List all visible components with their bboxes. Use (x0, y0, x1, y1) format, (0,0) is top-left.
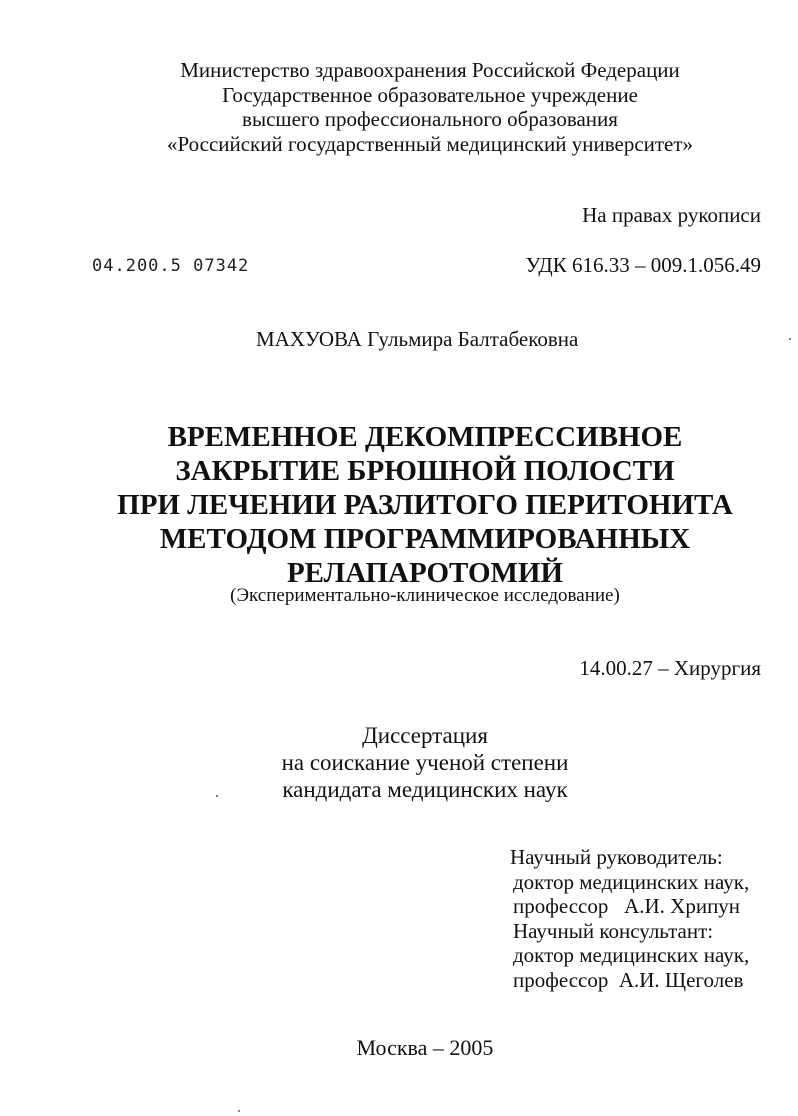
scan-speck (216, 795, 218, 797)
education-level-line: высшего профессионального образования (242, 107, 618, 131)
city-year: Москва – 2005 (356, 1035, 494, 1060)
library-stamp-number: 04.200.5 07342 (92, 256, 250, 276)
rights-note: На правах рукописи (582, 203, 761, 227)
university-name-line: «Российский государственный медицинский университет» (166, 131, 694, 156)
title-line: ЗАКРЫТИЕ БРЮШНОЙ ПОЛОСТИ (175, 455, 675, 487)
consultant-label: Научный консультант: (513, 918, 714, 943)
title-line: ВРЕМЕННОЕ ДЕКОМПРЕССИВНОЕ (167, 421, 683, 453)
title-line: МЕТОДОМ ПРОГРАММИРОВАННЫХ (159, 523, 691, 555)
study-type-subtitle: (Экспериментально-клиническое исследование) (230, 585, 620, 606)
author-name: МАХУОВА Гульмира Балтабековна (256, 327, 579, 351)
institution-type-line: Государственное образовательное учреждение (222, 82, 638, 107)
consultant-degree: доктор медицинских наук, (513, 943, 750, 967)
udk-code: УДК 616.33 – 009.1.056.49 (525, 253, 761, 277)
institution-header (60, 58, 798, 156)
supervisor-name: профессор А.И. Хрипун (513, 894, 741, 918)
scan-speck (789, 338, 791, 340)
supervisor-degree: доктор медицинских наук, (513, 869, 750, 894)
title-line: ПРИ ЛЕЧЕНИИ РАЗЛИТОГО ПЕРИТОНИТА (117, 489, 733, 521)
supervisor-label: Научный руководитель: (510, 845, 723, 869)
dissertation-title (80, 420, 770, 590)
consultant-name: профессор А.И. Щеголев (513, 967, 744, 992)
advisors-block (510, 845, 749, 992)
degree-line: на соискание ученой степени (281, 750, 569, 775)
degree-line: Диссертация (362, 723, 488, 748)
title-line: РЕЛАПАРОТОМИЙ (286, 557, 564, 589)
specialty-code: 14.00.27 – Хирургия (579, 656, 761, 680)
degree-line: кандидата медицинских наук (282, 777, 568, 802)
ministry-line: Министерство здравоохранения Российской Федерации (180, 58, 680, 82)
scan-speck (238, 1110, 240, 1112)
degree-statement (150, 722, 700, 803)
